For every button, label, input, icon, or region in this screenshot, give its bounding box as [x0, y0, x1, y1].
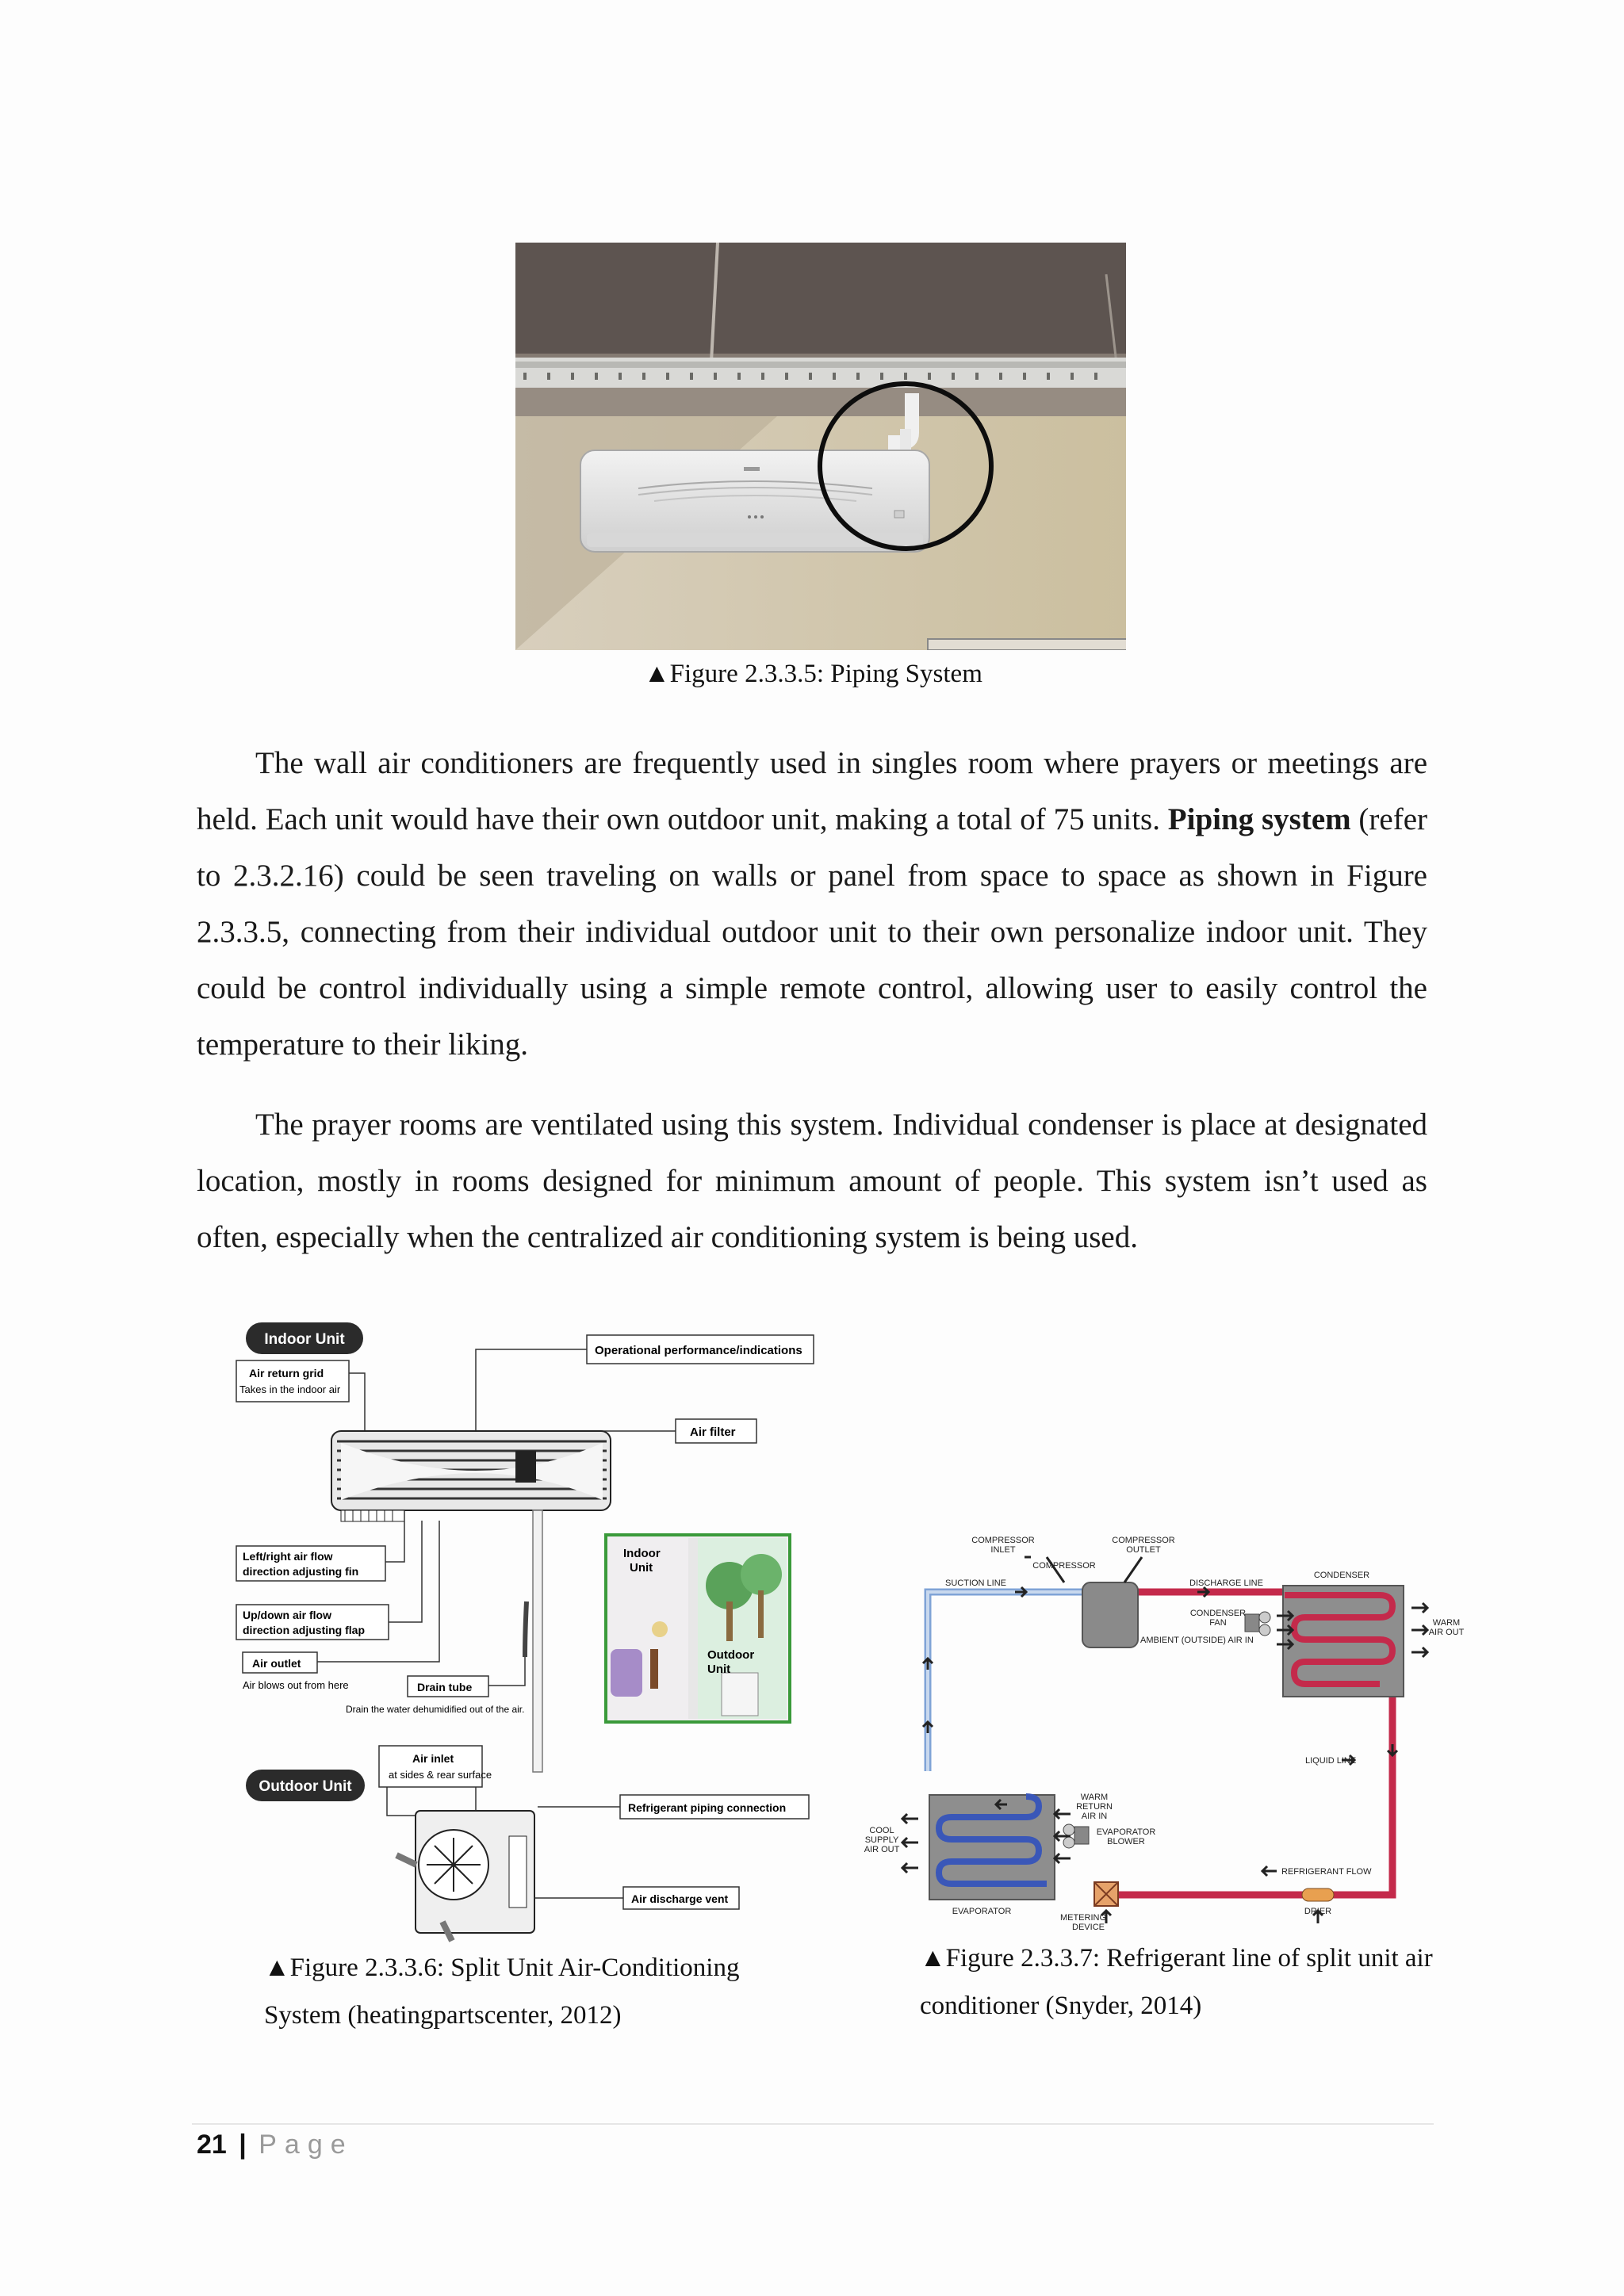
footer-divider [192, 2123, 1434, 2125]
cool-supply-label-1: COOL [869, 1826, 894, 1835]
liquid-line-label: LIQUID LINE [1305, 1756, 1357, 1766]
piping-system-bold: Piping system [1167, 802, 1351, 836]
drier-label: DRIER [1304, 1907, 1332, 1916]
refrigerant-flow-label: REFRIGERANT FLOW [1281, 1867, 1372, 1877]
paragraph-prayer-rooms [197, 1096, 1427, 1265]
compressor-inlet-label-2: INLET [990, 1545, 1016, 1555]
inset-outdoor-label-2: Unit [707, 1663, 731, 1676]
figure-caption-split-unit-1: ▲Figure 2.3.3.6: Split Unit Air-Conditioning [264, 1954, 740, 1982]
evaporator-blower-label-2: BLOWER [1107, 1837, 1145, 1846]
inset-outdoor-label-1: Outdoor [707, 1648, 755, 1662]
suction-line-pipe [928, 1592, 1082, 1771]
warm-return-label-1: WARM [1080, 1793, 1109, 1802]
piping-system-photo [515, 243, 1126, 650]
compressor-label: COMPRESSOR [1032, 1561, 1096, 1571]
split-unit-diagram [214, 1300, 817, 1950]
paragraph-wall-ac [197, 735, 1427, 1073]
refrigerant-line-diagram [856, 1519, 1475, 1931]
drain-tube-label: Drain tube [417, 1681, 473, 1693]
air-outlet-sub: Air blows out from here [243, 1679, 349, 1691]
air-return-grid-sub: Takes in the indoor air [239, 1383, 341, 1395]
suction-line-label: SUCTION LINE [945, 1578, 1007, 1588]
paragraph-wall-ac-text-1: The wall air conditioners are frequently used in singles room where prayers or meetings are held. Each unit would have their own outdoor unit, making a total of 75 units. [197, 746, 1427, 836]
drain-tube-sub: Drain the water dehumidified out of the air. [346, 1704, 525, 1715]
paragraph-prayer-rooms-text: The prayer rooms are ventilated using this system. Individual condenser is place at designated location, mostly in rooms designed for minimum amount of people. This system isn’t used as often, especially when the centralized air conditioning system is being used. [197, 1108, 1427, 1254]
air-inlet-sub: at sides & rear surface [389, 1769, 492, 1781]
warm-return-label-2: RETURN [1076, 1802, 1113, 1812]
updown-flap-label-1: Up/down air flow [243, 1609, 331, 1621]
refrigerant-line-svg [856, 1519, 1475, 1931]
discharge-line-label: DISCHARGE LINE [1189, 1578, 1263, 1588]
ambient-air-label: AMBIENT (OUTSIDE) AIR IN [1140, 1636, 1254, 1645]
outdoor-unit-tag-label: Outdoor Unit [259, 1778, 352, 1795]
figure-caption-refrigerant-1: ▲Figure 2.3.3.7: Refrigerant line of split unit air [920, 1944, 1433, 1973]
cool-supply-label-3: AIR OUT [864, 1845, 900, 1854]
page-separator: | [239, 2130, 247, 2160]
split-unit-diagram-svg [214, 1300, 817, 1950]
evaporator-label: EVAPORATOR [952, 1907, 1012, 1916]
condenser-fan-label-1: CONDENSER [1189, 1609, 1247, 1618]
paragraph-wall-ac-text-2: (refer to 2.3.2.16) could be seen traveling on walls or panel from space to space as shown in Figure 2.3.3.5, connecting from their individual outdoor unit to their own personalize indoor unit. They could be control individually using a simple remote control, allowing user to easily control the temperature to their liking. [197, 802, 1428, 1062]
warm-air-out-label-1: WARM [1432, 1618, 1461, 1628]
warm-return-label-3: AIR IN [1081, 1812, 1108, 1821]
drier-drawing [1302, 1888, 1334, 1901]
page-footer [197, 2130, 354, 2160]
operational-label: Operational performance/indications [595, 1344, 802, 1357]
figure-caption-refrigerant-2: conditioner (Snyder, 2014) [920, 1992, 1202, 2020]
warm-air-out-label-2: AIR OUT [1428, 1628, 1465, 1637]
condenser-label: CONDENSER [1313, 1571, 1370, 1580]
air-inlet-label: Air inlet [412, 1752, 454, 1765]
figure-caption-split-unit-2: System (heatingpartscenter, 2012) [264, 2001, 622, 2030]
evaporator-blower-label-1: EVAPORATOR [1096, 1827, 1156, 1837]
figure-caption-piping: ▲Figure 2.3.3.5: Piping System [644, 660, 982, 688]
inset-indoor-label-1: Indoor [623, 1547, 661, 1560]
condenser-fan-label-2: FAN [1209, 1618, 1227, 1628]
updown-flap-label-2: direction adjusting flap [243, 1624, 366, 1636]
compressor-drawing [1082, 1582, 1138, 1647]
page-word: Page [259, 2130, 354, 2160]
compressor-inlet-label-1: COMPRESSOR [971, 1536, 1035, 1545]
inset-indoor-label-2: Unit [630, 1561, 653, 1575]
metering-device-label-1: METERING [1059, 1913, 1106, 1923]
compressor-outlet-label-2: OUTLET [1126, 1545, 1161, 1555]
leftright-fin-label-1: Left/right air flow [243, 1550, 333, 1563]
air-discharge-label: Air discharge vent [631, 1892, 729, 1905]
air-outlet-label: Air outlet [252, 1657, 301, 1670]
metering-device-label-2: DEVICE [1072, 1923, 1105, 1931]
air-filter-label: Air filter [690, 1425, 736, 1439]
piping-photo-illustration [515, 243, 1126, 650]
compressor-outlet-label-1: COMPRESSOR [1112, 1536, 1175, 1545]
leftright-fin-label-2: direction adjusting fin [243, 1565, 359, 1578]
refrigerant-piping-label: Refrigerant piping connection [628, 1801, 787, 1814]
air-return-grid-label: Air return grid [249, 1367, 324, 1380]
indoor-unit-tag-label: Indoor Unit [264, 1331, 345, 1348]
page-number: 21 [197, 2130, 227, 2160]
cool-supply-label-2: SUPPLY [864, 1835, 899, 1845]
